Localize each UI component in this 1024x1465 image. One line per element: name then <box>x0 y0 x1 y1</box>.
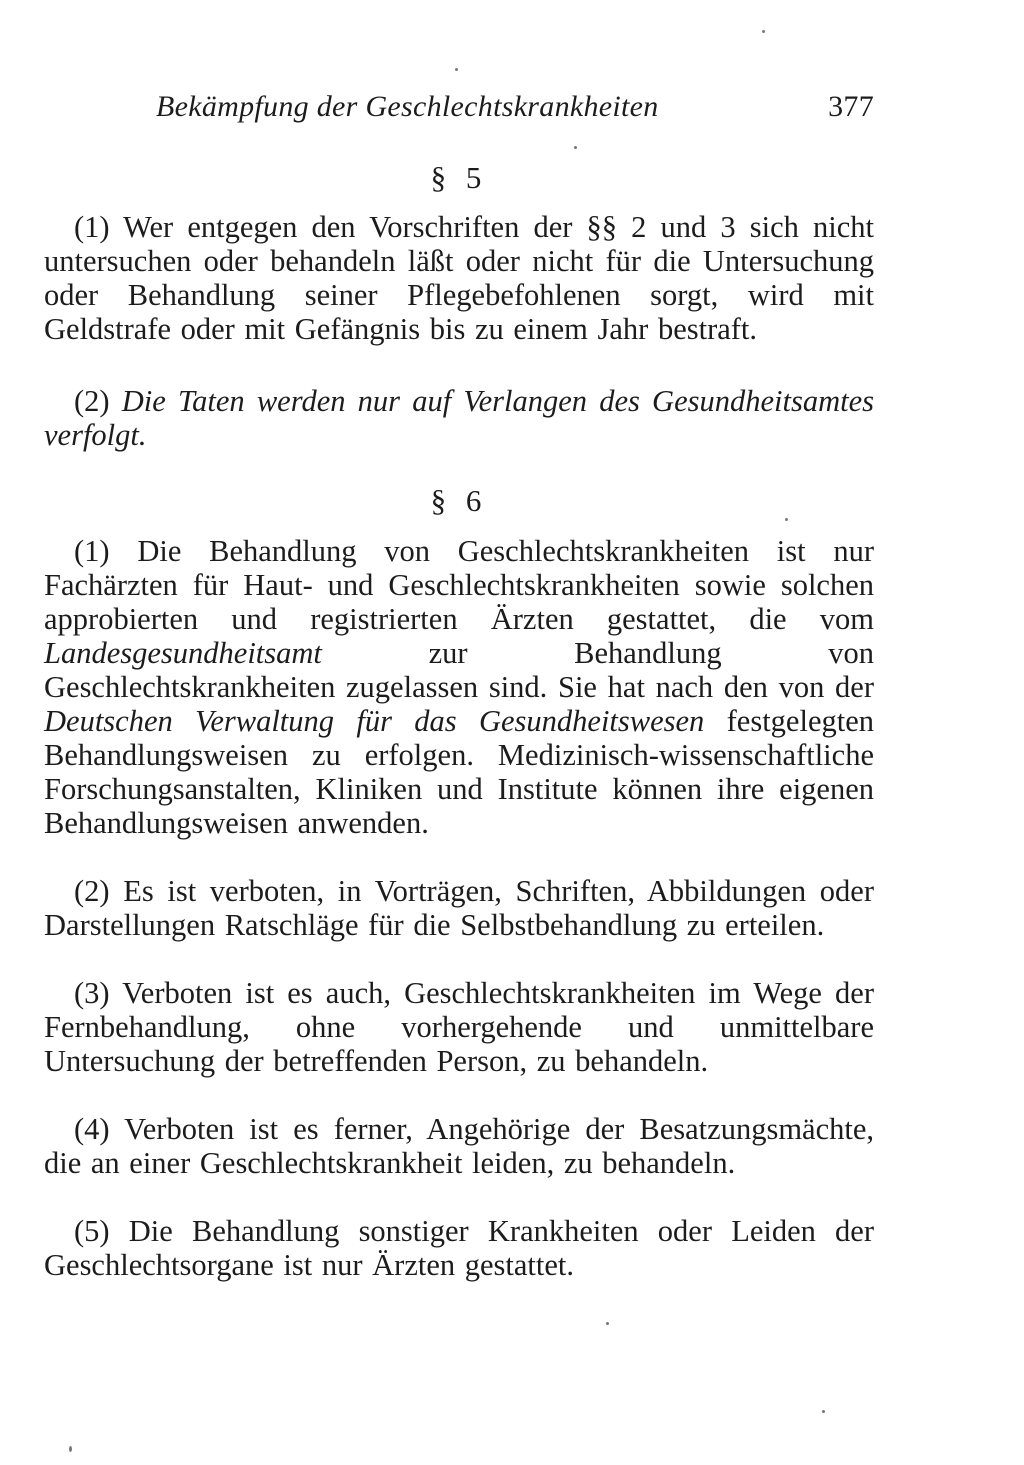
scan-speck <box>762 30 765 33</box>
scan-speck <box>785 518 788 521</box>
scan-speck <box>574 146 577 149</box>
paragraph-text: Verboten ist es ferner, Angehörige der Besatzungsmächte, die an einer Geschlechtskrankheit leiden, zu behandeln. <box>44 1112 875 1180</box>
authority-name-emphasis: Deutschen Verwaltung für das Gesundheitswesen <box>44 704 705 738</box>
paragraph-text: zur Behandlung von Geschlechtskrankheiten zugelassen sind. Sie hat nach den von der <box>44 636 874 704</box>
paragraph-number: (4) <box>74 1112 110 1146</box>
section-6-paragraph-1 <box>44 534 874 840</box>
paragraph-text: Die Behandlung sonstiger Krankheiten oder Leiden der Geschlechtsorgane ist nur Ärzten gestattet. <box>44 1214 874 1282</box>
section-6-paragraph-3 <box>44 976 874 1078</box>
paragraph-text: Es ist verboten, in Vorträgen, Schriften, Abbildungen oder Darstellungen Ratschläge für die Selbstbehandlung zu erteilen. <box>44 874 874 942</box>
paragraph-number: (3) <box>74 976 110 1010</box>
section-heading-6: § 6 <box>430 483 488 518</box>
section-5-paragraph-1 <box>44 210 874 346</box>
paragraph-text: Verboten ist es auch, Geschlechtskrankheiten im Wege der Fernbehandlung, ohne vorhergehende und unmittelbare Untersuchung der betreffenden Person, zu behandeln. <box>44 976 874 1078</box>
section-6-paragraph-2 <box>44 874 874 942</box>
scan-speck <box>822 1410 825 1413</box>
paragraph-number: (5) <box>74 1214 110 1248</box>
scan-speck <box>455 68 458 71</box>
authority-name-emphasis: Landesgesundheitsamt <box>44 636 322 670</box>
page-number: 377 <box>828 90 874 123</box>
paragraph-text: Die Behandlung von Geschlechtskrankheiten ist nur Fachärzten für Haut- und Geschlechtskrankheiten sowie solchen approbierten und registrierten Ärzten gestattet, die vom <box>44 534 875 636</box>
paragraph-number: (2) <box>74 384 110 418</box>
running-title: Bekämpfung der Geschlechtskrankheiten <box>156 90 659 123</box>
section-6-paragraph-4 <box>44 1112 874 1180</box>
paragraph-text-emphasis: Die Taten werden nur auf Verlangen des Gesundheitsamtes verfolgt. <box>44 384 875 452</box>
paragraph-number: (1) <box>74 534 110 568</box>
book-page <box>44 0 874 1465</box>
section-heading-5: § 5 <box>430 160 488 195</box>
paragraph-number: (1) <box>74 210 110 244</box>
paragraph-number: (2) <box>74 874 110 908</box>
scan-speck <box>69 1446 72 1452</box>
paragraph-text: Wer entgegen den Vorschriften der §§ 2 und 3 sich nicht untersuchen oder behandeln läßt oder nicht für die Untersuchung oder Behandlung seiner Pflegebefohlenen sorgt, wird mit Geldstrafe oder mit Gefängnis bis zu einem Jahr bestraft. <box>44 210 874 346</box>
running-header <box>44 90 874 134</box>
paragraph-text: festgelegten Behandlungsweisen zu erfolgen. Medizinisch-wissenschaftliche Forschungsanstalten, Kliniken und Institute können ihre eigenen Behandlungsweisen anwenden. <box>44 704 874 840</box>
section-5-paragraph-2 <box>44 384 874 452</box>
scan-speck <box>606 1322 609 1325</box>
section-6-paragraph-5 <box>44 1214 874 1282</box>
